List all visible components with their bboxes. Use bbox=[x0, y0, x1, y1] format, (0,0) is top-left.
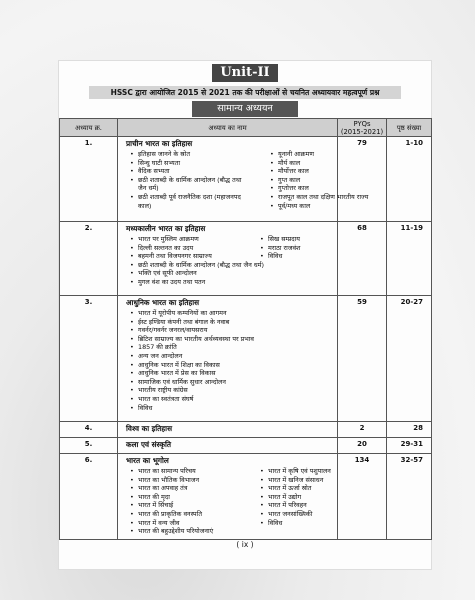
chapter-no: 3. bbox=[60, 296, 118, 422]
list-item: • अन्य जन आन्दोलन bbox=[138, 352, 333, 361]
list-item: • भारत में कृषि एवं पशुपालन bbox=[268, 467, 331, 476]
list-item: • आधुनिक भारत में प्रेस का विकास bbox=[138, 369, 333, 378]
topic-list-extra bbox=[126, 261, 333, 287]
list-item: • दिल्ली सल्तनत का उदय bbox=[138, 244, 256, 253]
list-item: • भारत में वन्य जीव bbox=[138, 519, 256, 528]
list-item: • भारत में परिवहन bbox=[268, 501, 331, 510]
table-row bbox=[60, 422, 432, 438]
unit-label: Unit-II bbox=[212, 64, 278, 82]
topic-list-right bbox=[256, 467, 331, 536]
table-row bbox=[60, 438, 432, 454]
page-range: 20-27 bbox=[387, 296, 432, 422]
list-item: • भारत का अपवाह तंत्र bbox=[138, 484, 256, 493]
page-range: 29-31 bbox=[387, 438, 432, 454]
list-item: • गुप्त काल bbox=[278, 176, 368, 185]
pyq-count: 59 bbox=[338, 296, 387, 422]
list-item: • भारत का भौतिक विभाजन bbox=[138, 476, 256, 485]
list-item: • राजपूत काल तथा दक्षिण भारतीय राज्य bbox=[278, 193, 368, 202]
list-item: • भक्ति एवं सूफी आन्दोलन bbox=[138, 269, 333, 278]
list-item: • भारत की मृदा bbox=[138, 493, 256, 502]
list-item: • छठी शताब्दी के धार्मिक आन्दोलन (बौद्ध तथा जैन धर्म) bbox=[138, 261, 333, 270]
page-range: 28 bbox=[387, 422, 432, 438]
table-row bbox=[60, 454, 432, 540]
subheading: HSSC द्वारा आयोजित 2015 से 2021 तक की परीक्षाओं से चयनित अध्यायवार महत्वपूर्ण प्रश्न bbox=[89, 86, 401, 99]
list-item: • इतिहास जानने के स्रोत bbox=[138, 150, 266, 159]
list-item: • मराठा राजवंश bbox=[268, 244, 300, 253]
header-pyqs-line1: PYQs bbox=[353, 119, 371, 128]
list-item: • छठी शताब्दी के धार्मिक आन्दोलन (बौद्ध तथा जैन धर्म) bbox=[138, 176, 246, 193]
list-item: • वैदिक सभ्यता bbox=[138, 167, 266, 176]
table-row bbox=[60, 137, 432, 222]
book-page bbox=[58, 60, 432, 570]
list-item: • विविध bbox=[268, 252, 300, 261]
list-item: • बहमनी तथा विजयनगर साम्राज्य bbox=[138, 252, 256, 261]
topic-list-right bbox=[256, 235, 300, 261]
header-chapter-name: अध्याय का नाम bbox=[118, 119, 338, 137]
pyq-count: 134 bbox=[338, 454, 387, 540]
list-item: • मौर्योत्तर काल bbox=[278, 167, 368, 176]
chapter-no: 2. bbox=[60, 222, 118, 296]
table-row bbox=[60, 222, 432, 296]
chapter-cell bbox=[118, 454, 338, 540]
table-header-row bbox=[60, 119, 432, 137]
page-range: 1-10 bbox=[387, 137, 432, 222]
chapter-no: 6. bbox=[60, 454, 118, 540]
list-item: • भारत का स्वतंत्रता संघर्ष bbox=[138, 395, 333, 404]
list-item: • भारत में सिंचाई bbox=[138, 501, 256, 510]
page-range: 32-57 bbox=[387, 454, 432, 540]
list-item: • भारत में उद्योग bbox=[268, 493, 331, 502]
chapter-cell bbox=[118, 438, 338, 454]
header-chapter-no: अध्याय क्र. bbox=[60, 119, 118, 137]
list-item: • छठी शताब्दी पूर्व राजनैतिक दशा (महाजनपद काल) bbox=[138, 193, 246, 210]
list-item: • 1857 की क्रांति bbox=[138, 343, 333, 352]
list-item: • मौर्य काल bbox=[278, 159, 368, 168]
pyq-count: 68 bbox=[338, 222, 387, 296]
chapter-title: प्राचीन भारत का इतिहास bbox=[126, 139, 193, 148]
list-item: • भारत में खनिज संसाधन bbox=[268, 476, 331, 485]
pyq-count: 20 bbox=[338, 438, 387, 454]
list-item: • भारत में यूरोपीय कम्पनियों का आगमन bbox=[138, 309, 333, 318]
list-item: • भारतीय राष्ट्रीय कांग्रेस bbox=[138, 386, 333, 395]
pyq-count: 2 bbox=[338, 422, 387, 438]
pyq-count: 79 bbox=[338, 137, 387, 222]
list-item: • सामाजिक एवं धार्मिक सुधार आन्दोलन bbox=[138, 378, 333, 387]
chapter-no: 4. bbox=[60, 422, 118, 438]
chapter-no: 1. bbox=[60, 137, 118, 222]
topic-list-left bbox=[126, 235, 256, 261]
list-item: • भारत की प्राकृतिक वनस्पति bbox=[138, 510, 256, 519]
list-item: • भारत पर मुस्लिम आक्रमण bbox=[138, 235, 256, 244]
list-item: • भारत में ऊर्जा स्रोत bbox=[268, 484, 331, 493]
header-pyqs-line2: (2015-2021) bbox=[340, 127, 384, 136]
chapter-cell bbox=[118, 222, 338, 296]
list-item: • ईस्ट इण्डिया कंपनी तथा बंगाल के नवाब bbox=[138, 318, 333, 327]
list-item: • भारत का सामान्य परिचय bbox=[138, 467, 256, 476]
list-item: • भारत जनसांख्यिकी bbox=[268, 510, 331, 519]
topic-list-left bbox=[126, 467, 256, 536]
list-item: • सिख सम्प्रदाय bbox=[268, 235, 300, 244]
chapter-title: विश्व का इतिहास bbox=[126, 424, 173, 433]
page-range: 11-19 bbox=[387, 222, 432, 296]
list-item: • पूर्व/मध्य काल bbox=[278, 202, 368, 211]
chapter-cell bbox=[118, 422, 338, 438]
header-pyqs bbox=[338, 119, 387, 137]
section-title: सामान्य अध्ययन bbox=[192, 101, 298, 117]
chapter-title: कला एवं संस्कृति bbox=[126, 440, 172, 449]
topic-list-right bbox=[266, 150, 368, 210]
header-page-no: पृष्ठ संख्या bbox=[387, 119, 432, 137]
chapter-title: मध्यकालीन भारत का इतिहास bbox=[126, 224, 206, 233]
chapter-title: आधुनिक भारत का इतिहास bbox=[126, 298, 200, 307]
page-number: ( ix ) bbox=[236, 540, 254, 549]
chapter-title: भारत का भूगोल bbox=[126, 456, 169, 465]
list-item: • सिन्धु घाटी सभ्यता bbox=[138, 159, 266, 168]
topic-list bbox=[126, 309, 333, 412]
list-item: • गवर्नर/गवर्नर जनरल/वायसराय bbox=[138, 326, 333, 335]
list-item: • मुगल वंश का उदय तथा पतन bbox=[138, 278, 333, 287]
list-item: • आधुनिक भारत में शिक्षा का विकास bbox=[138, 361, 333, 370]
table-row bbox=[60, 296, 432, 422]
list-item: • यूनानी आक्रमण bbox=[278, 150, 368, 159]
list-item: • विविध bbox=[268, 519, 331, 528]
list-item: • ब्रिटिश साम्राज्य का भारतीय अर्थव्यवस्था पर प्रभाव bbox=[138, 335, 333, 344]
chapter-cell bbox=[118, 296, 338, 422]
topic-list-left bbox=[126, 150, 266, 210]
contents-table bbox=[59, 118, 432, 540]
list-item: • भारत की बहुउद्देशीय परियोजनाएं bbox=[138, 527, 256, 536]
list-item: • गुप्तोत्तर काल bbox=[278, 184, 368, 193]
list-item: • विविध bbox=[138, 404, 333, 413]
chapter-no: 5. bbox=[60, 438, 118, 454]
